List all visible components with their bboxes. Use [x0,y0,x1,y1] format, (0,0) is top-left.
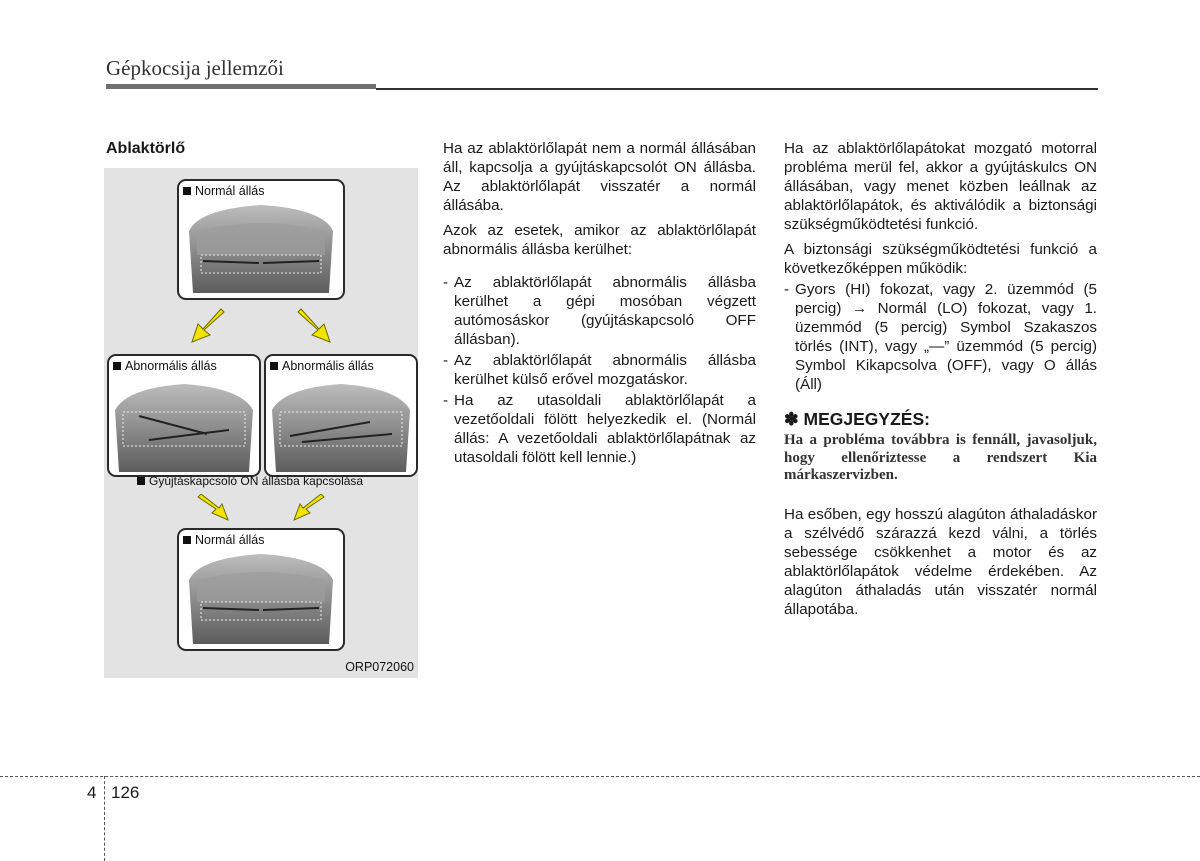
arrow-down-right [292,308,332,346]
text-column-right [784,139,1097,625]
header-rule-thin [376,88,1098,90]
page-number: 126 [111,783,140,802]
panel-normal-top [177,179,345,300]
list-item: - Az ablaktörlőlapát abnormális állásba kerülhet külső erővel mozgatáskor. [443,352,756,388]
panel-label: Normál állás [183,184,264,198]
panel-label: Abnormális állás [270,359,374,373]
note-heading: ✽ MEGJEGYZÉS: [784,409,930,429]
panel-abnormal-left [107,354,261,477]
paragraph: Azok az esetek, amikor az ablaktörlőlapát abnormális állásba kerülhet: [443,222,756,258]
list-item: - Ha az utasoldali ablaktörlőlapát a vezetőoldali fölött helyezkedik el. (Normál állás: A vezetőoldali ablaktörlőlapátnak az utasoldali fölött kell lennie.) [443,392,756,466]
function-list [784,280,1097,394]
figure-code: ORP072060 [345,660,414,674]
windshield-illustration [179,530,343,649]
cases-list [443,273,756,467]
arrow-down-left [292,494,326,522]
footer-rule-vertical [104,776,105,861]
note-body: Ha a probléma továbbra is fennáll, javasoljuk, hogy ellenőriztesse a rendszert Kia márkaszervizben. [784,432,1097,483]
panel-abnormal-right [264,354,418,477]
panel-label: Normál állás [183,533,264,547]
arrow-down-right [196,494,230,522]
page-header-title: Gépkocsija jellemzői [106,56,284,80]
panel-label: Abnormális állás [113,359,217,373]
text-column-middle [443,139,756,469]
arrow-down-left [190,308,230,346]
figure-caption: Gyújtáskapcsoló ON állásba kapcsolása [137,474,363,488]
paragraph: Ha az ablaktörlőlapát nem a normál állásában áll, kapcsolja a gyújtáskapcsolót ON állásba. Az ablaktörlőlapát visszatér a normál állásába. [443,140,756,214]
section-title: Ablaktörlő [106,140,186,157]
paragraph: A biztonsági szükségműködtetési funkció a következőképpen működik: [784,241,1097,277]
list-item: - Az ablaktörlőlapát abnormális állásba kerülhet a gépi mosóban végzett autómosáskor (gyújtáskapcsoló OFF állásban). [443,274,756,348]
header-rule-thick [106,84,376,89]
windshield-illustration [266,356,416,475]
windshield-illustration [179,181,343,298]
chapter-number: 4 [87,783,97,802]
footer-rule [0,776,1200,777]
windshield-illustration [109,356,259,475]
wiper-figure [104,168,418,678]
paragraph: Ha az ablaktörlőlapátokat mozgató motorral probléma merül fel, akkor a gyújtáskulcs ON állásában, vagy menet közben leállnak az ablaktörlőlapátok, és aktiválódik a biztonsági szükségműködtetési funkció. [784,140,1097,233]
panel-normal-bottom [177,528,345,651]
paragraph: Ha esőben, egy hosszú alagúton áthaladáskor a szélvédő szárazzá kezd válni, a törlés sebessége csökkenhet a motor és az ablaktörlőlapátok védelme érdekében. Az alagúton áthaladás után visszatér normál állapotába. [784,505,1097,618]
list-item: - Gyors (HI) fokozat, vagy 2. üzemmód (5 percig) → Normál (LO) fokozat, vagy 1. üzemmód (5 percig) Symbol Szakaszos törlés (INT), vagy „—” üzemmód (5 percig) Symbol Kikapcsolva (OFF), vagy O állás (Áll) [784,281,1097,393]
